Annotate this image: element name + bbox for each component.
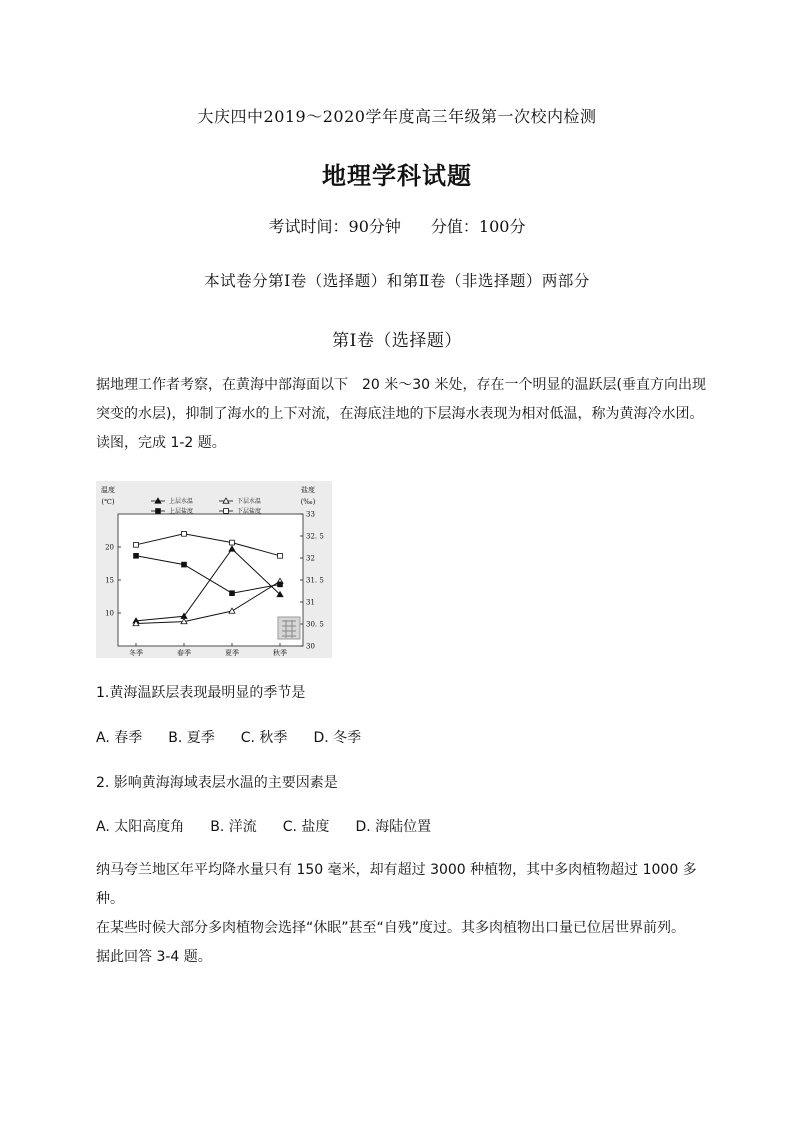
chart-svg — [96, 481, 332, 658]
paragraph-line: 在某些时候大部分多肉植物会选择“休眠”甚至“自残”度过。其多肉植物出口量已位居世界前列。 — [96, 920, 686, 936]
legend-label: 下层盐度 — [237, 508, 262, 515]
legend-label: 上层盐度 — [169, 508, 194, 515]
x-tick-label: 夏季 — [225, 649, 239, 657]
data-point — [156, 509, 161, 514]
paragraph-line: 据此回答 3-4 题。 — [96, 949, 212, 965]
question-1-option-b[interactable]: B. 夏季 — [168, 730, 215, 746]
question-2-option-c[interactable]: C. 盐度 — [282, 819, 330, 835]
data-point — [230, 591, 235, 596]
left-tick-label: 15 — [105, 576, 114, 585]
question-2-option-b[interactable]: B. 洋流 — [210, 819, 257, 835]
watermark-stamp — [278, 617, 300, 639]
data-point — [278, 553, 283, 558]
question-2-option-a[interactable]: A. 太阳高度角 — [96, 819, 185, 835]
data-point — [134, 542, 139, 547]
school-title: 大庆四中2019～2020学年度高三年级第一次校内检测 — [197, 107, 597, 126]
data-point — [182, 531, 187, 536]
data-point — [230, 540, 235, 545]
left-axis-unit: (℃) — [101, 498, 115, 506]
question-1-option-c[interactable]: C. 秋季 — [240, 730, 288, 746]
data-point — [134, 553, 139, 558]
subject-title: 地理学科试题 — [322, 161, 472, 190]
data-point — [182, 562, 187, 567]
x-tick-label: 冬季 — [129, 649, 143, 657]
paragraph-line: 突变的水层)，抑制了海水的上下对流，在海底洼地的下层海水表现为相对低温，称为黄海冷水团。 — [96, 406, 704, 422]
temperature-salinity-chart — [96, 481, 332, 658]
right-tick-label: 30. 5 — [306, 620, 324, 629]
right-tick-label: 32. 5 — [306, 532, 324, 541]
left-axis-label: 温度 — [101, 486, 115, 494]
exam-time: 考试时间：90分钟 — [268, 217, 401, 236]
question-2-stem: 2. 影响黄海海域表层水温的主要因素是 — [96, 775, 338, 791]
question-1-option-d[interactable]: D. 冬季 — [313, 730, 362, 746]
material-paragraph-1 — [96, 371, 716, 458]
x-tick-label: 秋季 — [273, 649, 287, 657]
paragraph-line: 读图，完成 1-2 题。 — [96, 435, 226, 451]
right-tick-label: 33 — [306, 510, 315, 519]
question-1-stem: 1.黄海温跃层表现最明显的季节是 — [96, 685, 306, 701]
right-axis-unit: (‰) — [300, 498, 316, 506]
question-2-options — [96, 816, 457, 836]
section-title: 第Ⅰ卷（选择题） — [332, 331, 462, 351]
data-point — [224, 509, 229, 514]
x-tick-label: 春季 — [177, 649, 191, 657]
paragraph-line: 纳马夸兰地区年平均降水量只有 150 毫米，却有超过 3000 种植物，其中多肉植物超过 1000 多种。 — [96, 862, 697, 907]
paragraph-line: 据地理工作者考察，在黄海中部海面以下 20 米～30 米处，存在一个明显的温跃层(垂直方向出现 — [96, 377, 706, 393]
question-1-options — [96, 727, 387, 747]
legend-label: 上层水温 — [169, 498, 194, 505]
right-tick-label: 31. 5 — [306, 576, 324, 585]
legend-label: 下层水温 — [237, 498, 262, 505]
right-axis-label: 盐度 — [301, 486, 315, 494]
data-point — [278, 582, 283, 587]
material-paragraph-2 — [96, 856, 716, 972]
question-2-option-d[interactable]: D. 海陆位置 — [355, 819, 432, 835]
left-tick-label: 10 — [105, 609, 114, 618]
left-tick-label: 20 — [105, 543, 114, 552]
right-tick-label: 32 — [306, 554, 315, 563]
exam-score: 分值：100分 — [430, 217, 526, 236]
question-1-option-a[interactable]: A. 春季 — [96, 730, 143, 746]
right-tick-label: 31 — [306, 598, 315, 607]
right-tick-label: 30 — [306, 642, 315, 651]
paper-structure: 本试卷分第Ⅰ卷（选择题）和第Ⅱ卷（非选择题）两部分 — [204, 272, 590, 290]
exam-info — [0, 214, 794, 237]
